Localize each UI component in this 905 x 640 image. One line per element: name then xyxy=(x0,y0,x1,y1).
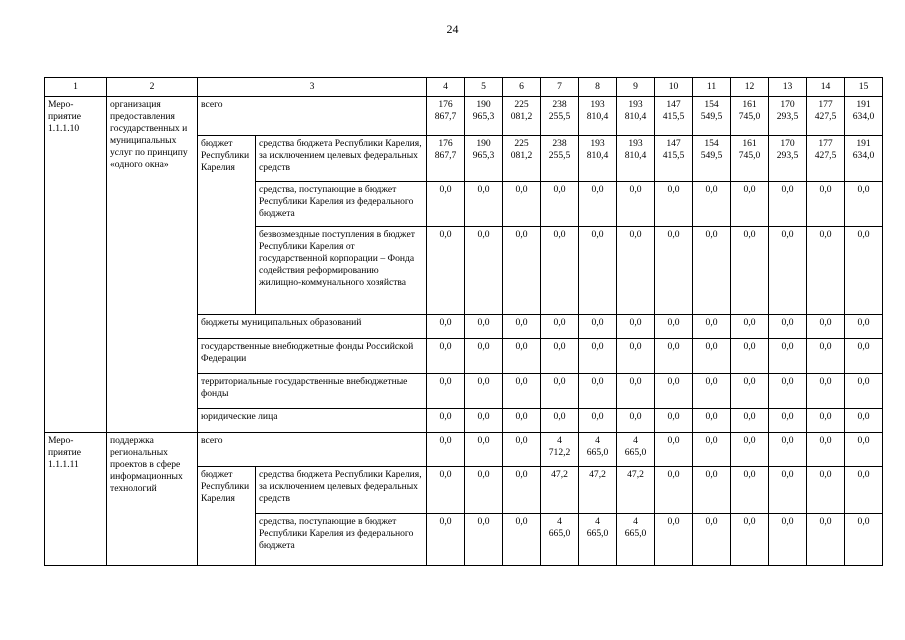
row-label: средства, поступающие в бюджет Республики Карелия из федерального бюджета xyxy=(256,182,427,227)
value-cell: 0,0 xyxy=(655,227,693,315)
value-cell: 154 549,5 xyxy=(693,97,731,136)
value-cell: 0,0 xyxy=(731,467,769,514)
value-cell: 0,0 xyxy=(731,374,769,409)
row-label: средства бюджета Республики Карелия, за исключением целевых федеральных средств xyxy=(256,467,427,514)
value-cell: 0,0 xyxy=(807,514,845,566)
value-cell: 0,0 xyxy=(807,227,845,315)
total-row xyxy=(45,97,883,136)
value-cell: 0,0 xyxy=(693,433,731,467)
value-cell: 0,0 xyxy=(465,227,503,315)
value-cell: 177 427,5 xyxy=(807,136,845,182)
value-cell: 0,0 xyxy=(655,339,693,374)
value-cell: 0,0 xyxy=(579,227,617,315)
value-cell: 0,0 xyxy=(427,433,465,467)
value-cell: 0,0 xyxy=(465,374,503,409)
row-label: безвозмездные поступления в бюджет Республики Карелия от государственной корпорации – Фонда содействия реформированию жилищно-коммунального хозяйства xyxy=(256,227,427,315)
value-cell: 0,0 xyxy=(655,374,693,409)
header-cell: 9 xyxy=(617,78,655,97)
value-cell: 191 634,0 xyxy=(845,97,883,136)
value-cell: 0,0 xyxy=(617,339,655,374)
value-cell: 4 665,0 xyxy=(617,514,655,566)
row-label: государственные внебюджетные фонды Российской Федерации xyxy=(198,339,427,374)
value-cell: 0,0 xyxy=(655,315,693,339)
header-cell: 13 xyxy=(769,78,807,97)
value-cell: 47,2 xyxy=(541,467,579,514)
value-cell: 0,0 xyxy=(845,433,883,467)
value-cell: 0,0 xyxy=(579,182,617,227)
value-cell: 0,0 xyxy=(655,409,693,433)
value-cell: 191 634,0 xyxy=(845,136,883,182)
value-cell: 0,0 xyxy=(769,339,807,374)
value-cell: 47,2 xyxy=(579,467,617,514)
total-row xyxy=(45,433,883,467)
value-cell: 0,0 xyxy=(845,315,883,339)
budget-group-label: бюджет Республики Карелия xyxy=(198,136,256,315)
value-cell: 238 255,5 xyxy=(541,97,579,136)
header-cell: 2 xyxy=(107,78,198,97)
value-cell: 0,0 xyxy=(427,409,465,433)
value-cell: 0,0 xyxy=(693,339,731,374)
value-cell: 0,0 xyxy=(693,182,731,227)
value-cell: 0,0 xyxy=(617,374,655,409)
value-cell: 0,0 xyxy=(655,467,693,514)
value-cell: 0,0 xyxy=(731,433,769,467)
row-label: бюджеты муниципальных образований xyxy=(198,315,427,339)
value-cell: 0,0 xyxy=(427,514,465,566)
value-cell: 0,0 xyxy=(541,182,579,227)
value-cell: 170 293,5 xyxy=(769,136,807,182)
value-cell: 0,0 xyxy=(769,433,807,467)
value-cell: 170 293,5 xyxy=(769,97,807,136)
value-cell: 0,0 xyxy=(807,315,845,339)
value-cell: 193 810,4 xyxy=(579,136,617,182)
value-cell: 0,0 xyxy=(845,374,883,409)
value-cell: 0,0 xyxy=(503,467,541,514)
value-cell: 154 549,5 xyxy=(693,136,731,182)
value-cell: 0,0 xyxy=(503,227,541,315)
value-cell: 0,0 xyxy=(465,467,503,514)
value-cell: 0,0 xyxy=(845,467,883,514)
header-cell: 3 xyxy=(198,78,427,97)
value-cell: 0,0 xyxy=(807,433,845,467)
page-number: 24 xyxy=(446,22,459,36)
value-cell: 0,0 xyxy=(655,182,693,227)
value-cell: 0,0 xyxy=(541,409,579,433)
value-cell: 0,0 xyxy=(769,514,807,566)
value-cell: 0,0 xyxy=(579,374,617,409)
value-cell: 0,0 xyxy=(693,227,731,315)
value-cell: 0,0 xyxy=(845,227,883,315)
value-cell: 0,0 xyxy=(465,514,503,566)
value-cell: 0,0 xyxy=(731,315,769,339)
value-cell: 0,0 xyxy=(465,315,503,339)
value-cell: 0,0 xyxy=(693,467,731,514)
value-cell: 0,0 xyxy=(731,514,769,566)
value-cell: 193 810,4 xyxy=(617,136,655,182)
value-cell: 176 867,7 xyxy=(427,97,465,136)
value-cell: 0,0 xyxy=(427,227,465,315)
value-cell: 0,0 xyxy=(541,315,579,339)
event-description: организация предоставления государственных и муниципальных услуг по принципу «одного окна» xyxy=(107,97,198,433)
value-cell: 0,0 xyxy=(807,409,845,433)
value-cell: 0,0 xyxy=(617,182,655,227)
value-cell: 225 081,2 xyxy=(503,97,541,136)
value-cell: 0,0 xyxy=(427,182,465,227)
value-cell: 0,0 xyxy=(769,409,807,433)
row-label: всего xyxy=(198,97,427,136)
value-cell: 0,0 xyxy=(769,374,807,409)
value-cell: 0,0 xyxy=(465,182,503,227)
value-cell: 0,0 xyxy=(769,315,807,339)
value-cell: 0,0 xyxy=(807,339,845,374)
header-cell: 15 xyxy=(845,78,883,97)
header-cell: 10 xyxy=(655,78,693,97)
header-cell: 5 xyxy=(465,78,503,97)
value-cell: 0,0 xyxy=(655,433,693,467)
value-cell: 0,0 xyxy=(503,433,541,467)
value-cell: 161 745,0 xyxy=(731,136,769,182)
value-cell: 193 810,4 xyxy=(579,97,617,136)
header-row xyxy=(45,78,883,97)
header-cell: 6 xyxy=(503,78,541,97)
value-cell: 0,0 xyxy=(807,182,845,227)
value-cell: 0,0 xyxy=(731,182,769,227)
value-cell: 0,0 xyxy=(541,374,579,409)
value-cell: 0,0 xyxy=(541,227,579,315)
value-cell: 0,0 xyxy=(769,182,807,227)
value-cell: 0,0 xyxy=(465,409,503,433)
header-cell: 14 xyxy=(807,78,845,97)
row-label: территориальные государственные внебюджетные фонды xyxy=(198,374,427,409)
value-cell: 0,0 xyxy=(693,374,731,409)
header-cell: 7 xyxy=(541,78,579,97)
value-cell: 4 712,2 xyxy=(541,433,579,467)
value-cell: 225 081,2 xyxy=(503,136,541,182)
value-cell: 0,0 xyxy=(503,514,541,566)
value-cell: 4 665,0 xyxy=(579,433,617,467)
row-label: всего xyxy=(198,433,427,467)
value-cell: 238 255,5 xyxy=(541,136,579,182)
value-cell: 0,0 xyxy=(617,227,655,315)
value-cell: 4 665,0 xyxy=(541,514,579,566)
value-cell: 161 745,0 xyxy=(731,97,769,136)
event-code: Меро- приятие 1.1.1.10 xyxy=(45,97,107,433)
value-cell: 0,0 xyxy=(731,339,769,374)
value-cell: 147 415,5 xyxy=(655,136,693,182)
value-cell: 190 965,3 xyxy=(465,136,503,182)
value-cell: 176 867,7 xyxy=(427,136,465,182)
value-cell: 0,0 xyxy=(731,409,769,433)
value-cell: 0,0 xyxy=(503,182,541,227)
header-cell: 1 xyxy=(45,78,107,97)
header-cell: 12 xyxy=(731,78,769,97)
value-cell: 147 415,5 xyxy=(655,97,693,136)
event-description: поддержка региональных проектов в сфере информационных технологий xyxy=(107,433,198,566)
value-cell: 0,0 xyxy=(465,433,503,467)
value-cell: 0,0 xyxy=(845,339,883,374)
value-cell: 0,0 xyxy=(617,315,655,339)
value-cell: 0,0 xyxy=(845,409,883,433)
value-cell: 0,0 xyxy=(769,467,807,514)
value-cell: 0,0 xyxy=(579,339,617,374)
value-cell: 4 665,0 xyxy=(617,433,655,467)
value-cell: 0,0 xyxy=(579,315,617,339)
value-cell: 0,0 xyxy=(617,409,655,433)
value-cell: 0,0 xyxy=(807,467,845,514)
header-cell: 4 xyxy=(427,78,465,97)
value-cell: 0,0 xyxy=(427,467,465,514)
row-label: средства, поступающие в бюджет Республики Карелия из федерального бюджета xyxy=(256,514,427,566)
value-cell: 0,0 xyxy=(693,514,731,566)
value-cell: 0,0 xyxy=(465,339,503,374)
value-cell: 47,2 xyxy=(617,467,655,514)
funding-table xyxy=(44,77,883,566)
value-cell: 0,0 xyxy=(503,339,541,374)
value-cell: 0,0 xyxy=(845,514,883,566)
value-cell: 0,0 xyxy=(503,315,541,339)
header-cell: 8 xyxy=(579,78,617,97)
header-cell: 11 xyxy=(693,78,731,97)
value-cell: 4 665,0 xyxy=(579,514,617,566)
value-cell: 0,0 xyxy=(769,227,807,315)
row-label: средства бюджета Республики Карелия, за исключением целевых федеральных средств xyxy=(256,136,427,182)
value-cell: 0,0 xyxy=(579,409,617,433)
value-cell: 0,0 xyxy=(503,374,541,409)
value-cell: 0,0 xyxy=(807,374,845,409)
value-cell: 0,0 xyxy=(693,315,731,339)
row-label: юридические лица xyxy=(198,409,427,433)
value-cell: 0,0 xyxy=(427,339,465,374)
value-cell: 0,0 xyxy=(655,514,693,566)
event-code: Меро- приятие 1.1.1.11 xyxy=(45,433,107,566)
value-cell: 0,0 xyxy=(693,409,731,433)
value-cell: 0,0 xyxy=(845,182,883,227)
value-cell: 193 810,4 xyxy=(617,97,655,136)
value-cell: 0,0 xyxy=(427,315,465,339)
budget-group-label: бюджет Республики Карелия xyxy=(198,467,256,566)
value-cell: 0,0 xyxy=(731,227,769,315)
value-cell: 190 965,3 xyxy=(465,97,503,136)
value-cell: 0,0 xyxy=(503,409,541,433)
value-cell: 0,0 xyxy=(541,339,579,374)
value-cell: 177 427,5 xyxy=(807,97,845,136)
value-cell: 0,0 xyxy=(427,374,465,409)
